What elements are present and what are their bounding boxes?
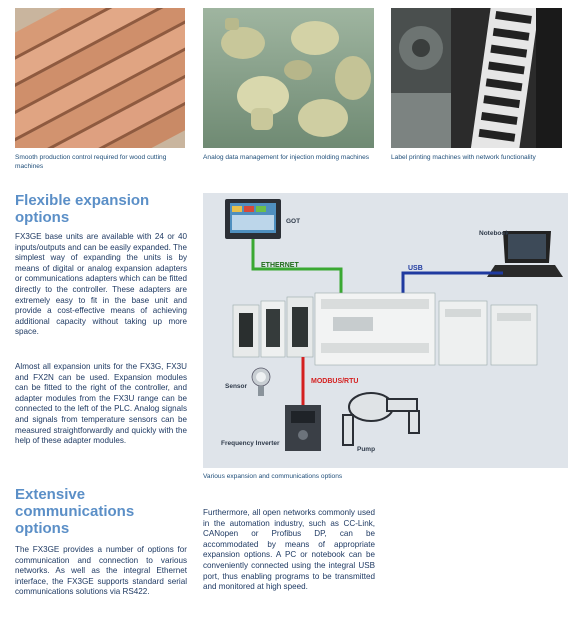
pump-icon xyxy=(343,393,419,445)
section-heading-flexible-expansion xyxy=(15,192,149,226)
notebook-icon xyxy=(487,231,563,277)
section-heading-communications xyxy=(15,486,134,537)
pump-label: Pump xyxy=(357,446,376,453)
sensor-icon xyxy=(252,368,270,396)
photo-label-printing xyxy=(391,8,562,148)
notebook-label: Notebook xyxy=(479,230,509,237)
photo-wood-cutting xyxy=(15,8,185,148)
modbus-label: MODBUS/RTU xyxy=(311,378,359,385)
heading-line: options xyxy=(15,520,70,537)
sensor-label: Sensor xyxy=(225,383,248,390)
heading-line: options xyxy=(15,209,70,226)
communications-diagram xyxy=(203,193,568,468)
usb-label: USB xyxy=(408,265,423,272)
paragraph-expansion-1: FX3GE base units are available with 24 or 40 inputs/outputs and can be easily expanded. The simplest way of expanding the units is by means of digital or analog expansion adapters or communications adapters which can be fitted directly to the controller. These adapters are extremely easy to fit in the base unit and provide a cost-effective means of achieving additional capacity without taking up more space. xyxy=(15,232,187,337)
plc-controller-icon xyxy=(233,293,537,365)
frequency-inverter-icon xyxy=(285,405,321,451)
paragraph-communications-1: The FX3GE provides a number of options for communication and connection to various networks. As well as the integral Ethernet interface, the FX3GE supports standard serial communications solutions via RS422. xyxy=(15,545,187,597)
heading-line: Flexible expansion xyxy=(15,192,150,209)
got-panel-icon xyxy=(225,199,281,239)
ethernet-label: ETHERNET xyxy=(261,262,299,269)
frequency-inverter-label: Frequency Inverter xyxy=(221,440,280,447)
paragraph-communications-2: Furthermore, all open networks commonly used in the automation industry, such as CC-Link, CANopen or Profibus DP, can be accommodated by means of appropriate expansion options. A PC or notebook can be conveniently connected using the integral USB port, thus enabling programs to be transmitted and monitored at high speed. xyxy=(203,508,375,592)
photo-caption-wood: Smooth production control required for wood cutting machines xyxy=(15,154,167,170)
photo-caption-label: Label printing machines with network functionality xyxy=(391,154,536,161)
heading-line: Extensive xyxy=(15,486,86,503)
paragraph-expansion-2: Almost all expansion units for the FX3G, FX3U and FX2N can be used. Expansion modules can be fitted to the right of the controller, and adapter modules from the FX3U range can be connected to the left of the PLC. Analog signals and signals from temperature sensors can be measured straightforwardly and quickly with the help of these adapter modules. xyxy=(15,362,187,446)
diagram-caption: Various expansion and communications options xyxy=(203,473,343,480)
photo-caption-injection: Analog data management for injection molding machines xyxy=(203,154,370,161)
heading-line: communications xyxy=(15,503,135,520)
photo-injection-molding xyxy=(203,8,374,148)
got-label: GOT xyxy=(286,218,301,225)
